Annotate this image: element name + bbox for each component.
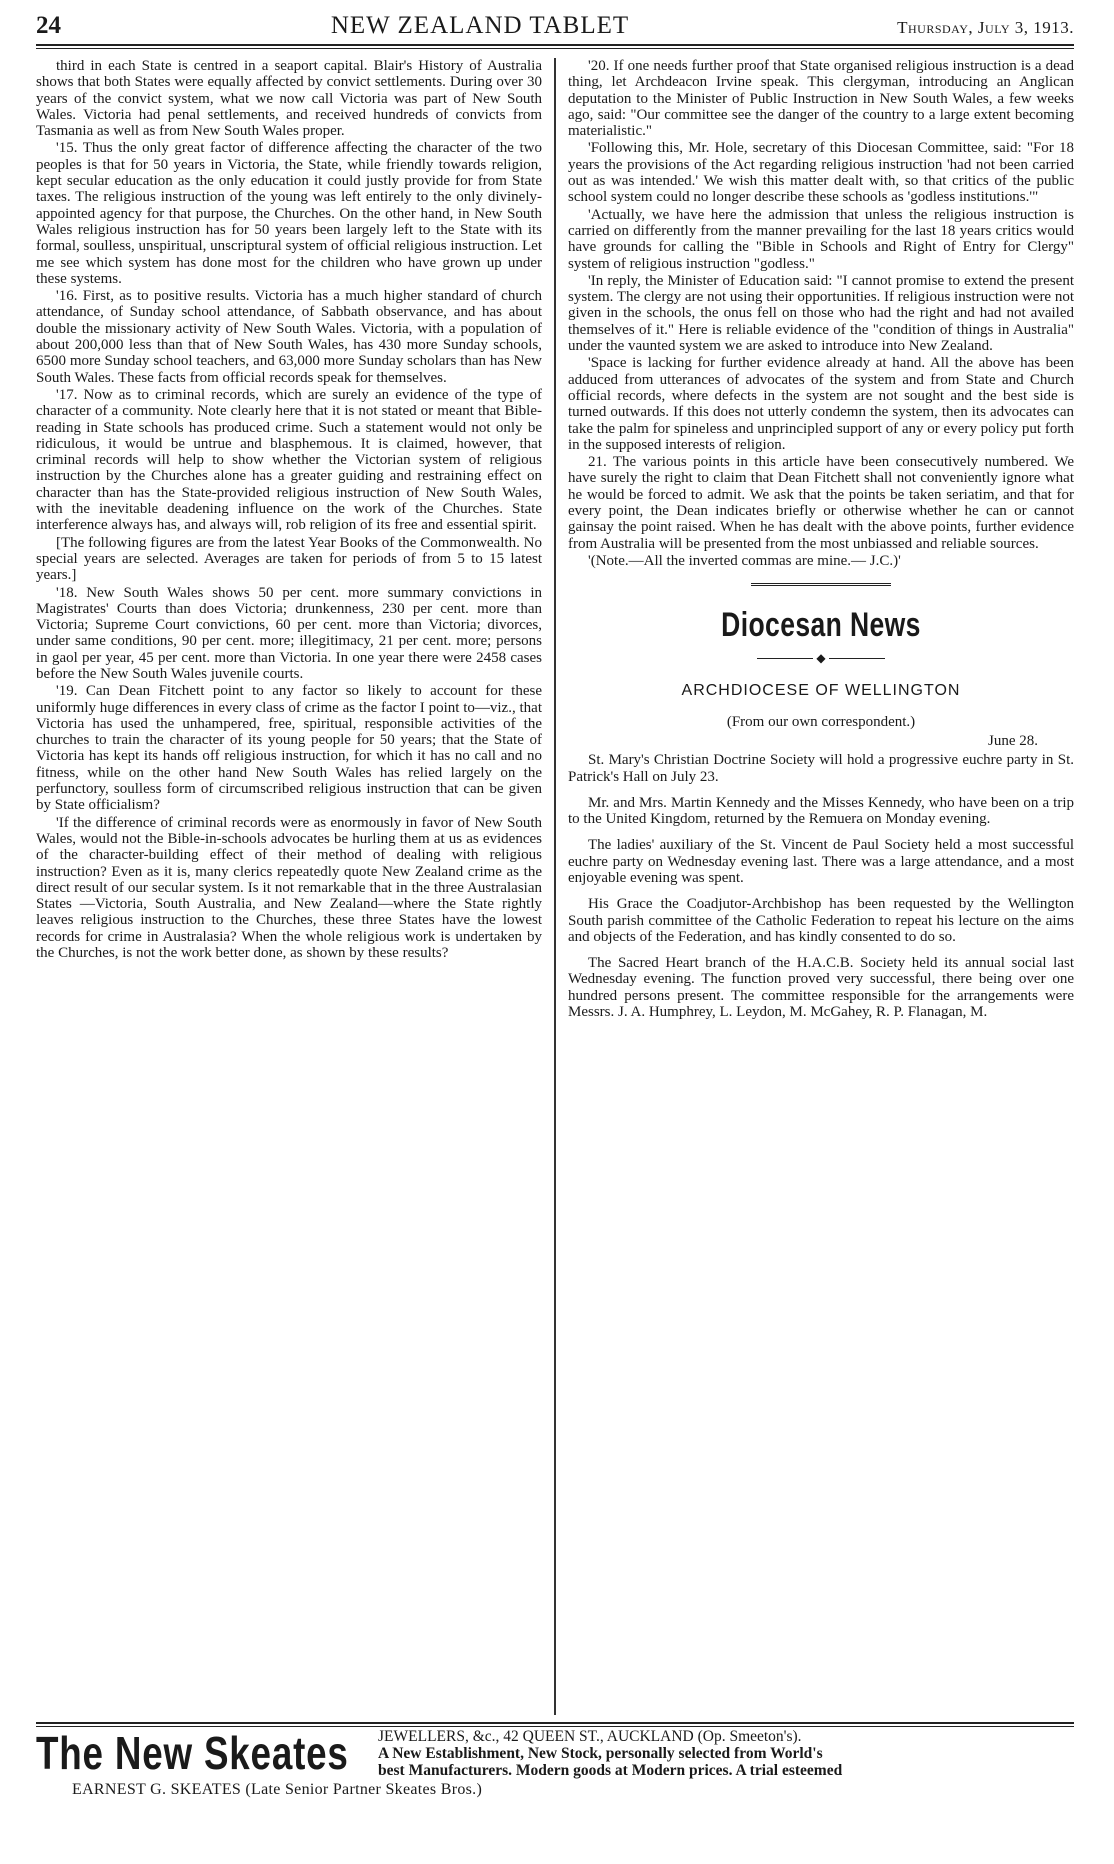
news-items [568,752,1074,1020]
article-columns [36,58,1074,1715]
advert-brand: The New Skeates [36,1727,349,1779]
advert-line: A New Establishment, New Stock, personally selected from World's [378,1745,823,1762]
article-paragraph: '19. Can Dean Fitchett point to any factor so likely to account for these uniformly huge differences in every class of crime as the factor I point to—viz., that Victoria has used the unhampered, free, spiritual, responsible activities of the churches to train the character of its young people for 50 years; that the State of Victoria has kept its hands off religious instruction, for which it has no call and no fitness, while on the other hand New South Wales has relied largely on the perfunctory, soulless form of circumscribed religious instruction that can be given by State officialism? [36,683,542,814]
advert-line: best Manufacturers. Modern goods at Modern prices. A trial esteemed [378,1762,843,1779]
right-column [568,58,1074,1715]
advertisement [36,1722,1074,1799]
column-divider [554,58,556,1715]
article-paragraph: 'In reply, the Minister of Education said: "I cannot promise to extend the present system. The clergy are not using their opportunities. If religious instruction were not given in the schools, the onus fell on those who had the right and had not availed themselves of it." Here is reliable evidence of the "condition of things in Australia" under the vaunted system we are asked to introduce into New Zealand. [568,272,1074,355]
article-paragraph: 'Following this, Mr. Hole, secretary of this Diocesan Committee, said: "For 18 years the provisions of the Act regarding religious instruction 'had not been carried out as was intended.' We wish this matter dealt with, so that critics of the public school system could no longer describe these schools as 'godless institutions.'" [568,140,1074,206]
article-paragraph: 'If the difference of criminal records were as enormously in favor of New South Wales, would not the Bible-in-schools advocates be hurling them at us as evidences of the character-building effect of their method of dealing with religious instruction? Even as it is, many clerics repeatedly quote New Zealand crime as the direct result of our secular system. Is it not remarkable that in the three Australasian States —Victoria, South Australia, and New Zealand—where the State rightly leaves religious instruction to the Churches, these three States have the lowest records for crime in Australasia? When the whole religious work is undertaken by the Churches, is not the work better done, as shown by these results? [36,814,542,962]
article-paragraph: '20. If one needs further proof that State organised religious instruction is a dead thing, let Archdeacon Irvine speak. This clergyman, introducing an Anglican deputation to the Minister of Public Instruction in New South Wales, a few weeks ago, said: "Our committee see the danger of the country to a large extent becoming materialistic." [568,58,1074,140]
news-paragraph: The Sacred Heart branch of the H.A.C.B. Society held its annual social last Wednesday evening. The function proved very successful, there being over one hundred persons present. The committee responsible for the arrangements were Messrs. J. A. Humphrey, L. Leydon, M. McGahey, R. P. Flanagan, M. [568,955,1074,1021]
advert-line: JEWELLERS, &c., 42 QUEEN ST., AUCKLAND (Op. Smeeton's). [378,1728,802,1745]
advert-copy [378,1728,1074,1779]
newspaper-title: NEW ZEALAND TABLET [330,12,630,39]
news-paragraph: His Grace the Coadjutor-Archbishop has been requested by the Wellington South parish committee of the Catholic Federation to repeat his lecture on the aims and objects of the Federation, and has kindly consented to do so. [568,896,1074,945]
masthead [36,12,1074,46]
news-paragraph: The ladies' auxiliary of the St. Vincent de Paul Society held a most successful euchre party on Wednesday evening last. There was a large attendance, and a most enjoyable evening was spent. [568,837,1074,886]
article-paragraph: third in each State is centred in a seaport capital. Blair's History of Australia shows that both States were equally affected by convict settlements. During over 30 years of the convict system, what we now call Victoria was part of New South Wales. Victoria had penal settlements, and received hundreds of convicts from Tasmania as well as from New South Wales proper. [36,58,542,140]
diamond-ornament-icon: ◆ [816,651,826,666]
dateline: June 28. [988,733,1038,750]
article-paragraph: '(Note.—All the inverted commas are mine.— J.C.)' [588,552,901,569]
article-paragraph: 21. The various points in this article have been consecutively numbered. We have surely the right to claim that Dean Fitchett shall not conveniently ignore what he would be forced to admit. We ask that the points be taken seriatim, and that for every point, the Dean indicates briefly or otherwise whether he can or cannot gainsay the point raised. When he has dealt with the above points, further evidence from Australia will be presented from the most unbiassed and reliable sources. [568,454,1074,552]
news-paragraph: Mr. and Mrs. Martin Kennedy and the Misses Kennedy, who have been on a trip to the United Kingdom, returned by the Remuera on Monday evening. [568,794,1074,828]
section-heading: Diocesan News [721,606,921,645]
advert-proprietor: EARNEST G. SKEATES (Late Senior Partner Skeates Bros.) [72,1781,483,1798]
article-paragraph: '15. Thus the only great factor of difference affecting the character of the two peoples is that for 50 years in Victoria, the State, while friendly towards religion, kept secular education as the only education it could justly provide for from State taxes. The religious instruction of the young was left entirely to the only divinely-appointed agency for that purpose, the Churches. On the other hand, in New South Wales religious instruction has for 50 years been largely left to the State with its formal, soulless, unspiritual, unscriptural system of official religious instruction. Let me see which system has done most for the children who have grown up under these systems. [36,140,542,287]
section-subheading: ARCHDIOCESE OF WELLINGTON [681,682,961,700]
article-end-rule [751,583,891,588]
page-number: 24 [36,12,61,39]
article-paragraph: [The following figures are from the latest Year Books of the Commonwealth. No special years are selected. Averages are taken for periods of from 5 to 15 latest years.] [36,534,542,584]
left-column [36,58,542,1715]
ornament-divider [568,651,1074,666]
article-paragraph: '17. Now as to criminal records, which are surely an evidence of the type of character of a community. Note clearly here that it is not stated or meant that Bible-reading in State schools has produced crime. Such a statement would not only be ridiculous, it would be untrue and blasphemous. It is claimed, however, that criminal records will help to show whether the Victorian system of religious instruction by the Churches alone has a greater guiding and restraining effect on character than has the State-provided religious instruction of New South Wales, with the inevitable deadening influence on the work of the Churches. State interference always has, and always will, rob religion of its free and essential spirit. [36,386,542,534]
article-paragraph: '18. New South Wales shows 50 per cent. more summary convictions in Magistrates' Courts than does Victoria; drunkenness, 230 per cent. more than Victoria; Supreme Court convictions, 60 per cent. more than Victoria; divorces, under same conditions, 90 per cent. more; illegitimacy, 21 per cent. more; persons in gaol per year, 45 per cent. more than Victoria. In one year there were 2458 cases before the New South Wales juvenile courts. [36,584,542,682]
news-paragraph: St. Mary's Christian Doctrine Society will hold a progressive euchre party in St. Patrick's Hall on July 23. [568,752,1074,785]
correspondent-note: (From our own correspondent.) [726,714,916,731]
article-paragraph: 'Space is lacking for further evidence already at hand. All the above has been adduced from utterances of advocates of the system and from State and Church official records, where defects in the system are not sought and the best side is turned outwards. If this does not utterly condemn the system, then its advocates can take the palm for spineless and unprincipled support of any or every policy put forth in the supposed interests of religion. [568,355,1074,453]
article-paragraph: '16. First, as to positive results. Victoria has a much higher standard of church attendance, of Sunday school attendance, of Sabbath observance, and has about double the missionary activity of New South Wales. Victoria, with a population of about 200,000 less than that of New South Wales, has 430 more Sunday schools, 6500 more Sunday school teachers, and 63,000 more Sunday scholars than has New South Wales. These facts from official records speak for themselves. [36,288,542,386]
article-paragraph: 'Actually, we have here the admission that unless the religious instruction is carried on differently from the manner prevailing for the last 18 years critics would have grounds for calling the "Bible in Schools and Right of Entry for Clergy" system of religious instruction "godless." [568,206,1074,272]
issue-date: Thursday, July 3, 1913. [897,18,1074,37]
newspaper-page [36,0,1074,1852]
